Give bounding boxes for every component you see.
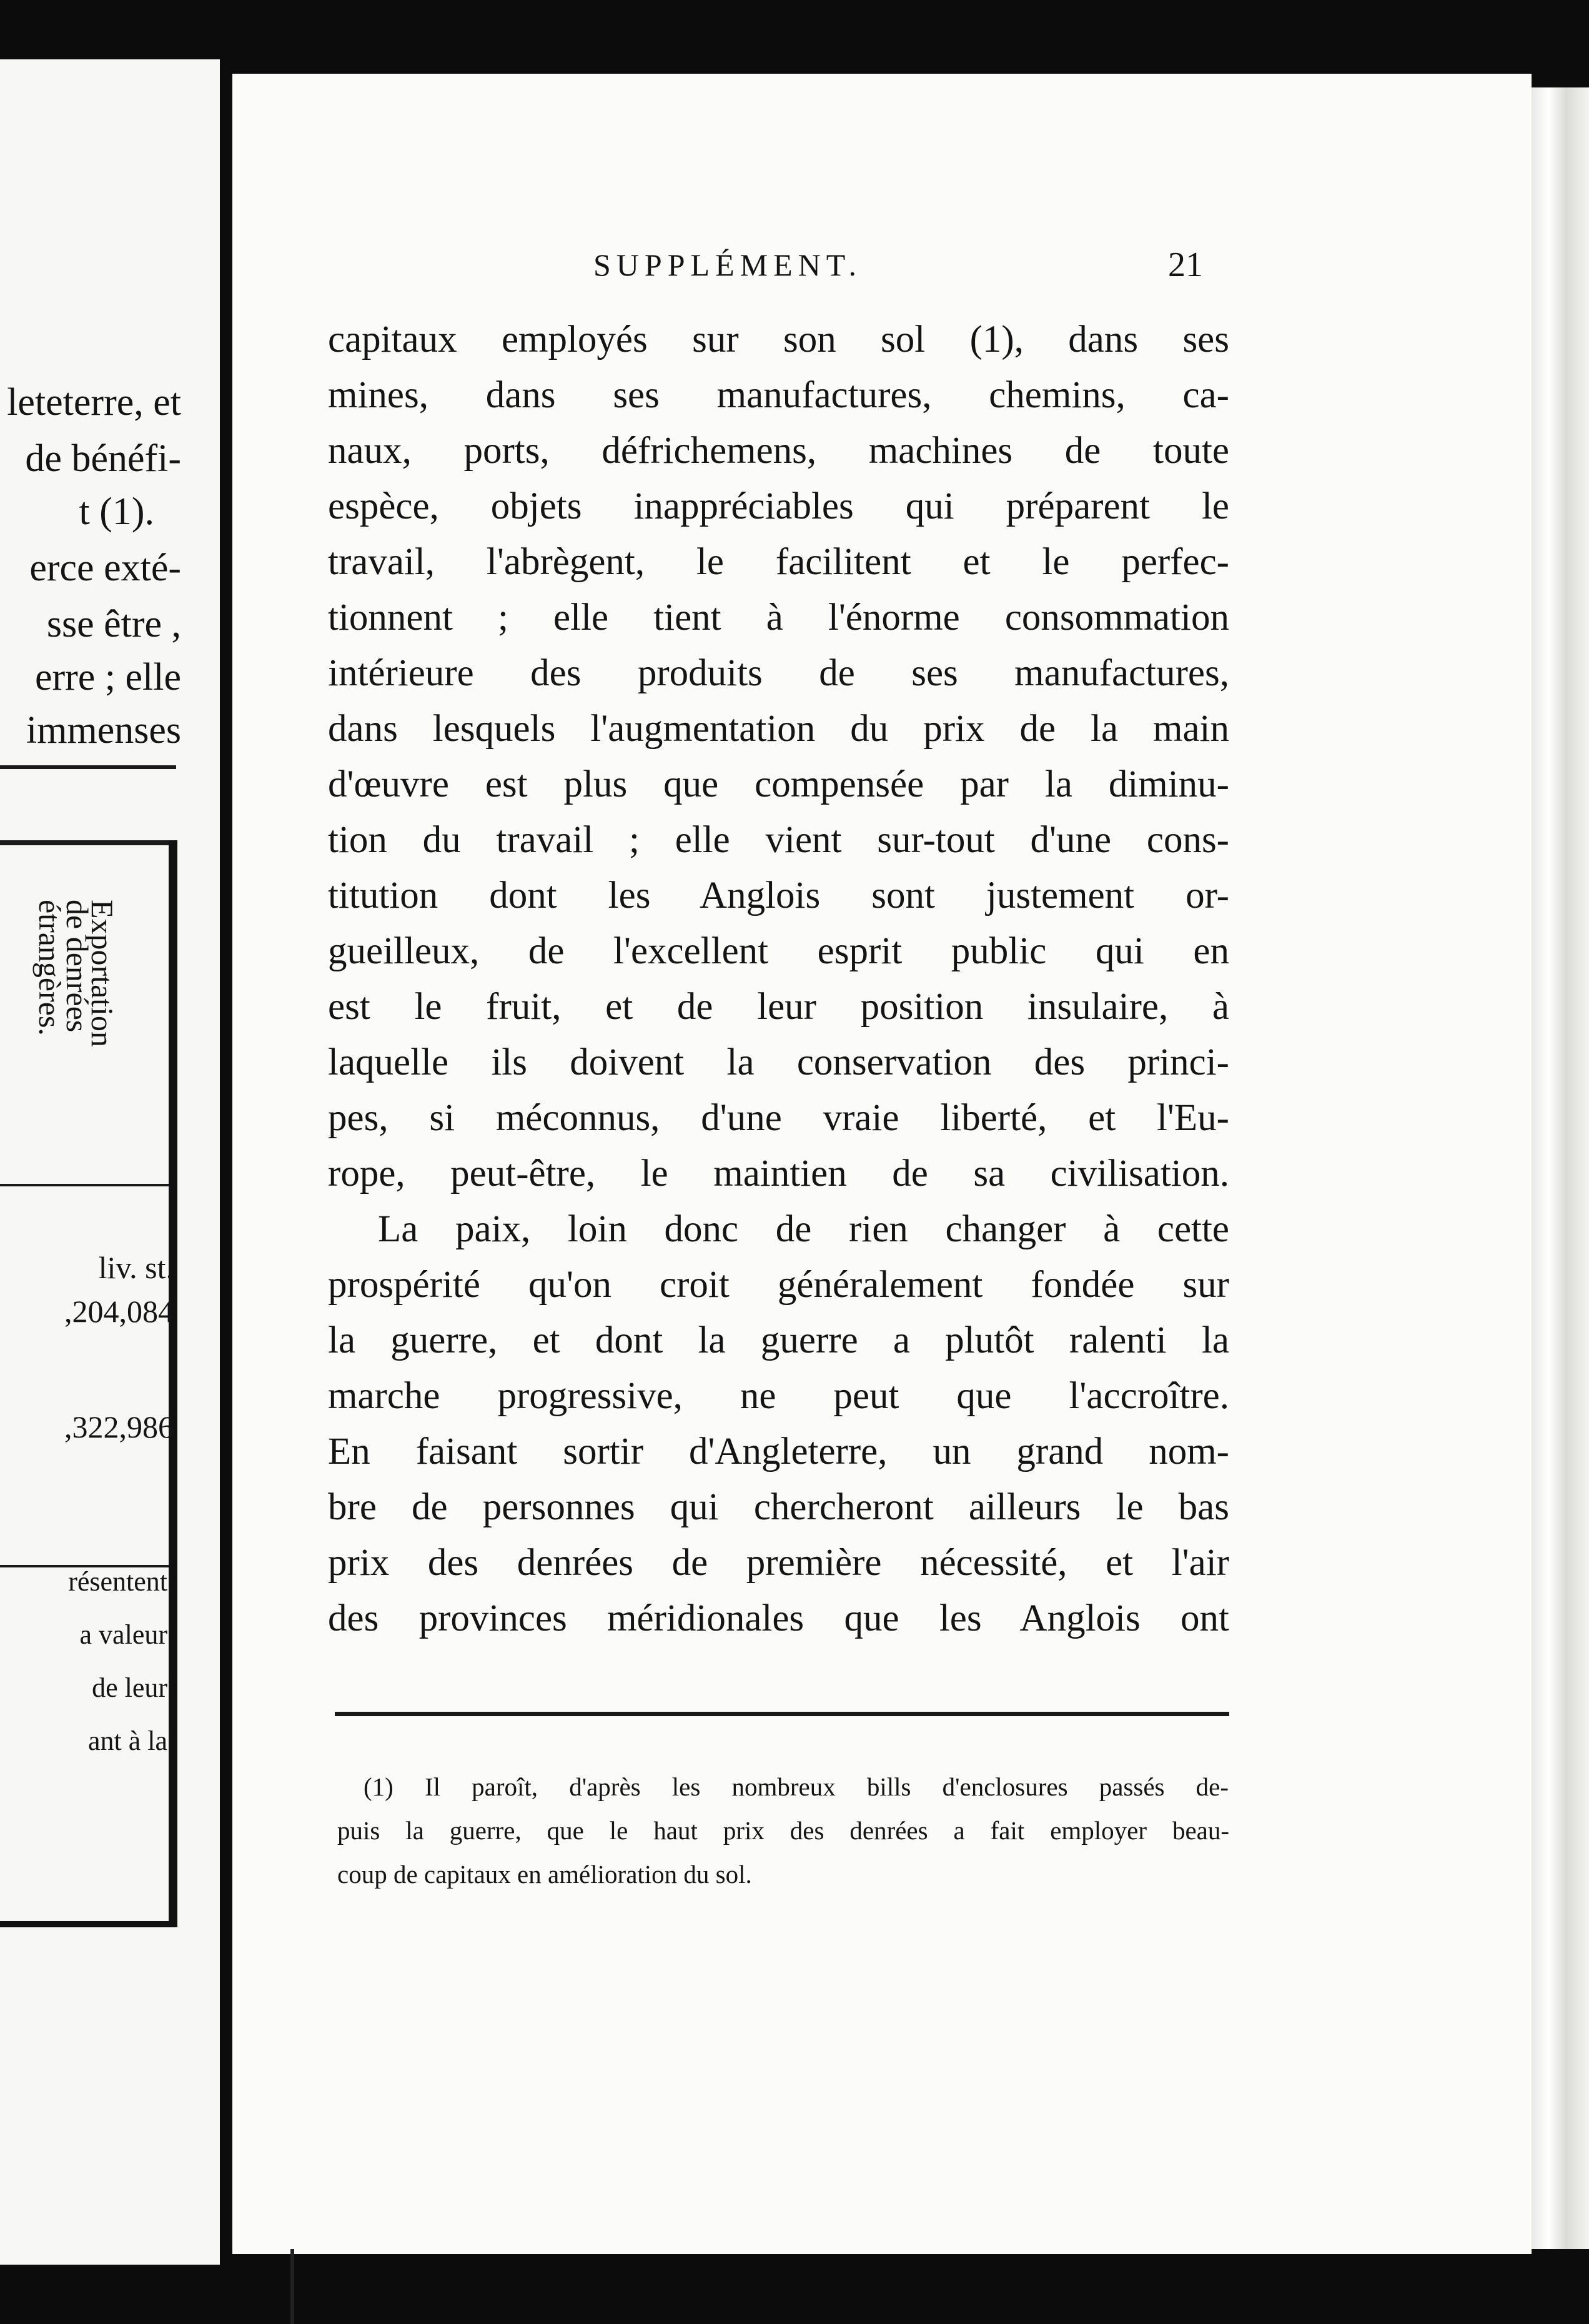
- text-line: tionnent ; elle tient à l'énorme consommation: [328, 597, 1229, 638]
- text-line: titution dont les Anglois sont justement or-: [328, 875, 1229, 916]
- text-line: travail, l'abrègent, le facilitent et le perfec-: [328, 541, 1229, 583]
- left-note-line: résentent: [68, 1566, 167, 1597]
- left-note-line: a valeur: [79, 1619, 167, 1650]
- text-line: En faisant sortir d'Angleterre, un grand nom-: [328, 1431, 1229, 1472]
- table-top-border: [0, 840, 169, 845]
- text-line: espèce, objets inappréciables qui préparent le: [328, 485, 1229, 527]
- text-line: marche progressive, ne peut que l'accroître.: [328, 1375, 1229, 1417]
- text-line: capitaux employés sur son sol (1), dans ses: [328, 319, 1229, 360]
- footnote-rule: [335, 1712, 1229, 1716]
- footnote-line: (1) Il paroît, d'après les nombreux bills d'enclosures passés de-: [364, 1772, 1229, 1801]
- table-header-line: Exportation: [85, 900, 120, 1048]
- text-line: dans lesquels l'augmentation du prix de la main: [328, 708, 1229, 750]
- text-line: La paix, loin donc de rien changer à cette: [378, 1208, 1229, 1250]
- text-line: tion du travail ; elle vient sur-tout d'une cons-: [328, 819, 1229, 861]
- text-line: est le fruit, et de leur position insulaire, à: [328, 986, 1229, 1028]
- table-header-line: étrangères.: [32, 900, 67, 1036]
- left-text-line: t (1).: [79, 490, 154, 533]
- text-line: rope, peut-être, le maintien de sa civilisation.: [328, 1153, 1229, 1194]
- running-head: SUPPLÉMENT.: [593, 247, 863, 282]
- table-cell: ,204,084: [64, 1294, 174, 1329]
- table-row-divider: [0, 1184, 169, 1186]
- text-line: gueilleux, de l'excellent esprit public qui en: [328, 930, 1229, 972]
- text-line: pes, si méconnus, d'une vraie liberté, et l'Eu-: [328, 1097, 1229, 1139]
- text-line: laquelle ils doivent la conservation des princi-: [328, 1041, 1229, 1083]
- spine-mark: [290, 2249, 294, 2324]
- text-line: prix des denrées de première nécessité, et l'air: [328, 1542, 1229, 1584]
- left-note-line: ant à la: [87, 1726, 167, 1756]
- left-note-line: de leur: [92, 1672, 167, 1703]
- page-fore-edge: [1532, 87, 1589, 2249]
- text-line: prospérité qu'on croit généralement fondée sur: [328, 1264, 1229, 1306]
- table-cell: ,322,986: [64, 1409, 174, 1444]
- footnote-line: puis la guerre, que le haut prix des denrées a fait employer beau-: [337, 1816, 1229, 1845]
- text-line: bre de personnes qui chercheront ailleurs le bas: [328, 1486, 1229, 1528]
- left-text-line: immenses: [26, 709, 181, 752]
- text-line: la guerre, et dont la guerre a plutôt ralenti la: [328, 1319, 1229, 1361]
- page-number: 21: [1168, 246, 1203, 284]
- left-rule: [0, 765, 176, 769]
- text-line: mines, dans ses manufactures, chemins, ca-: [328, 374, 1229, 416]
- table-cell: liv. st.: [98, 1250, 174, 1285]
- left-text-line: sse être ,: [46, 603, 181, 645]
- left-text-line: leteterre, et: [7, 381, 181, 424]
- text-line: des provinces méridionales que les Anglois ont: [328, 1597, 1229, 1639]
- previous-page-fragment: [0, 59, 220, 2265]
- left-text-line: de bénéfi-: [25, 437, 181, 480]
- table-header-line: de denrées: [60, 900, 95, 1033]
- footnote-line: coup de capitaux en amélioration du sol.: [337, 1860, 752, 1889]
- text-line: naux, ports, défrichemens, machines de toute: [328, 430, 1229, 472]
- left-text-line: erce exté-: [29, 547, 181, 589]
- left-text-line: erre ; elle: [34, 656, 181, 698]
- text-line: intérieure des produits de ses manufactures,: [328, 652, 1229, 694]
- text-line: d'œuvre est plus que compensée par la diminu-: [328, 763, 1229, 805]
